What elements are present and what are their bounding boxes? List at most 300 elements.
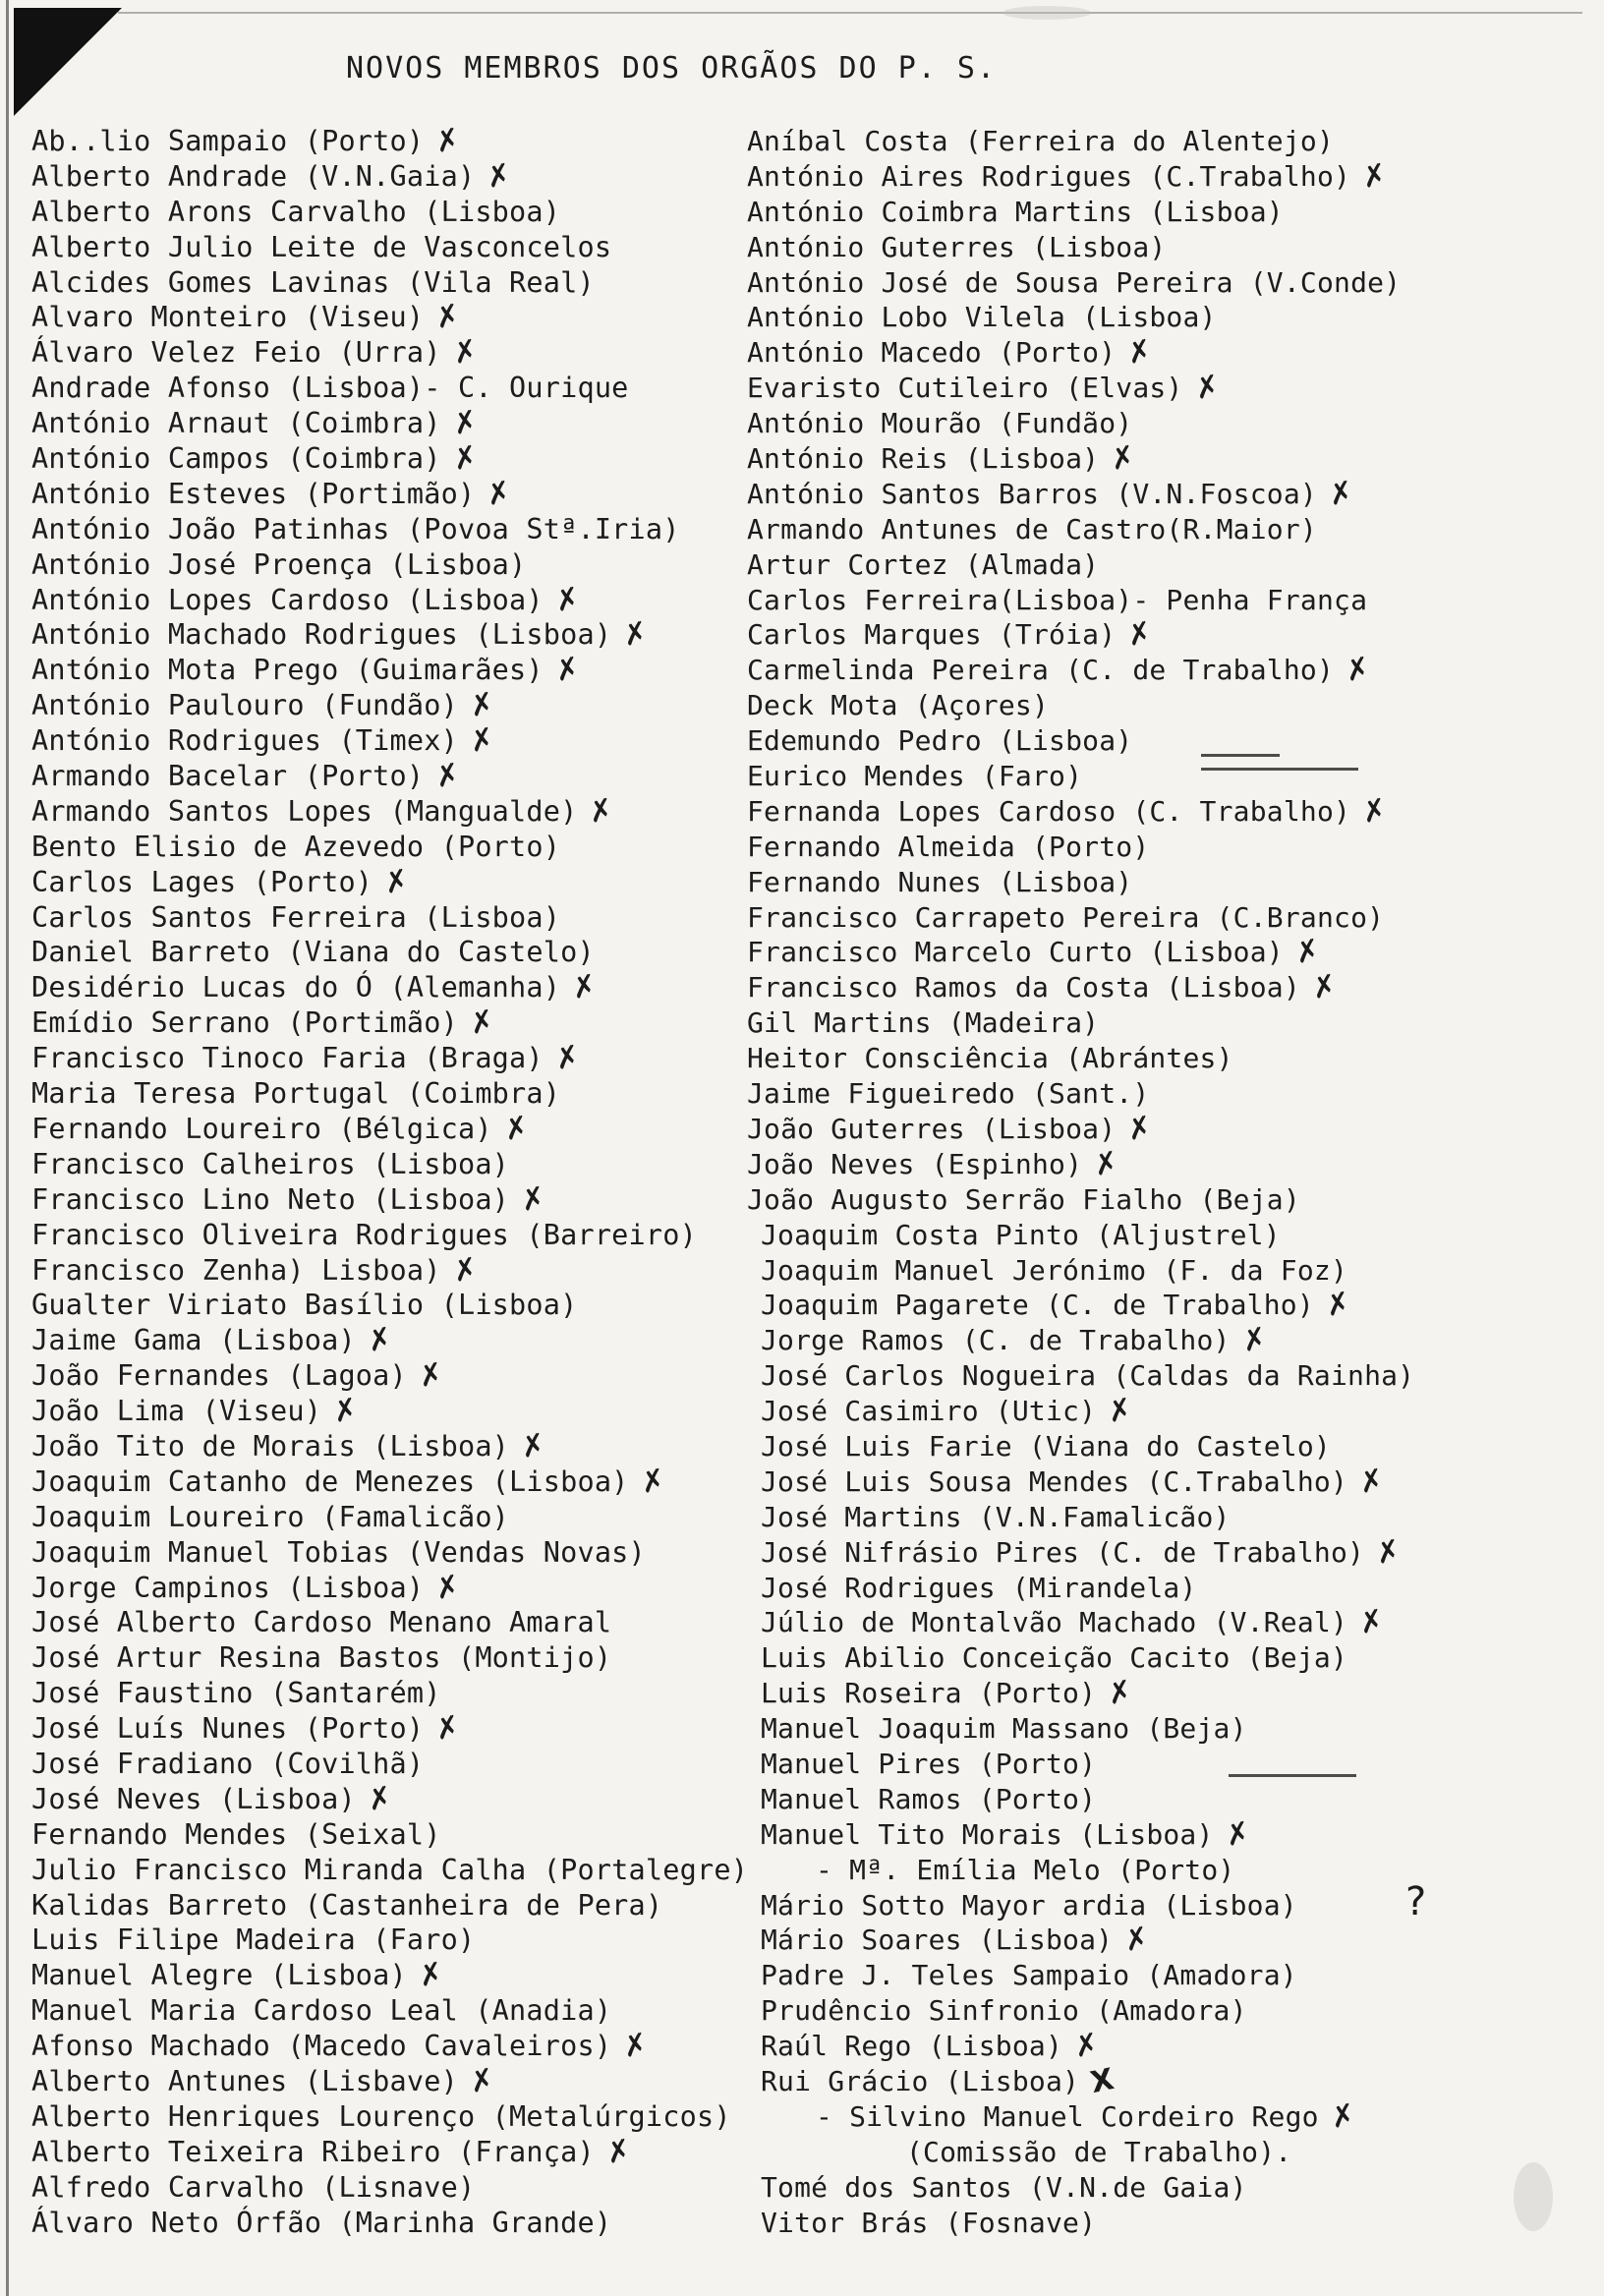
- member-name: Fernando Mendes (Seixal): [31, 1817, 441, 1851]
- handwritten-check-mark: ✗: [1107, 438, 1139, 479]
- member-entry: [747, 368, 1414, 408]
- handwritten-check-mark: ✗: [431, 1568, 464, 1607]
- member-entry: [747, 1814, 1414, 1855]
- handwritten-check-mark: ✗: [1325, 474, 1357, 514]
- member-entry: [747, 2170, 1414, 2206]
- member-entry: [31, 653, 748, 688]
- member-name: José Carlos Nogueira (Caldas da Rainha): [761, 1359, 1415, 1393]
- member-entry: [31, 265, 748, 301]
- handwritten-check-mark: ✗: [1355, 1603, 1388, 1642]
- handwritten-check-mark: ✗: [415, 1956, 447, 1995]
- member-entry: [31, 156, 748, 197]
- member-name: João Augusto Serrão Fialho (Beja): [747, 1182, 1300, 1216]
- member-entry: [31, 1708, 748, 1749]
- handwritten-check-mark: ✗: [517, 1179, 549, 1219]
- member-entry: [747, 1005, 1414, 1041]
- member-name: José Faustino (Santarém): [31, 1677, 441, 1710]
- member-name: José Alberto Cardoso Menano Amaral: [31, 1606, 612, 1639]
- member-name: José Neves (Lisboa): [31, 1782, 356, 1815]
- member-name: - Mª. Emília Melo (Porto): [816, 1853, 1235, 1886]
- member-entry: [747, 547, 1414, 583]
- member-name: Luis Roseira (Porto): [761, 1677, 1097, 1710]
- member-entry: [31, 720, 748, 761]
- member-entry: [31, 1038, 748, 1078]
- handwritten-check-mark: ✗: [466, 686, 498, 725]
- member-name: António Paulouro (Fundão): [31, 689, 458, 722]
- handwritten-check-mark: ✗: [449, 403, 482, 443]
- handwritten-check-mark: ✗: [1123, 1109, 1156, 1149]
- member-name: Carlos Lages (Porto): [31, 865, 373, 898]
- handwritten-check-mark: ✗: [380, 862, 413, 901]
- member-entry: [31, 1005, 748, 1041]
- member-name: João Neves (Espinho): [747, 1147, 1083, 1180]
- member-name: António Lopes Cardoso (Lisboa): [31, 583, 544, 616]
- member-name: Andrade Afonso (Lisboa)- C. Ourique: [31, 372, 629, 405]
- member-name: José Nifrásio Pires (C. de Trabalho): [761, 1535, 1365, 1569]
- member-name: Carlos Santos Ferreira (Lisboa): [31, 900, 561, 934]
- left-name-column: [31, 121, 749, 2240]
- member-name: José Rodrigues (Mirandela): [761, 1571, 1197, 1604]
- member-entry: [31, 756, 748, 796]
- member-entry: [31, 1958, 748, 1993]
- ink-smudge: [1002, 6, 1091, 20]
- member-entry: [31, 300, 748, 335]
- member-name: António José de Sousa Pereira (V.Conde): [747, 265, 1402, 299]
- member-name: António Reis (Lisboa): [747, 442, 1100, 476]
- member-name: António Esteves (Portimão): [31, 477, 476, 510]
- handwritten-check-mark: ✗: [1291, 933, 1324, 972]
- member-name: Alberto Henriques Lourenço (Metalúrgicos): [31, 2099, 731, 2133]
- member-entry: [747, 1323, 1414, 1358]
- member-entry: [747, 1571, 1414, 1606]
- member-entry: [747, 124, 1414, 159]
- member-entry: [747, 830, 1414, 865]
- page-title: NOVOS MEMBROS DOS ORGÃOS DO P. S.: [346, 51, 998, 86]
- member-name: Armando Bacelar (Porto): [31, 760, 425, 793]
- member-entry: [31, 2099, 748, 2135]
- member-entry: [31, 2026, 748, 2066]
- member-entry: [31, 1288, 748, 1323]
- member-entry: [747, 1144, 1414, 1184]
- member-entry: [31, 1109, 748, 1149]
- member-name: José Fradiano (Covilhã): [31, 1747, 425, 1780]
- member-name: Armando Santos Lopes (Mangualde): [31, 794, 578, 828]
- member-entry: [747, 335, 1414, 371]
- member-entry: [747, 265, 1414, 301]
- member-name: António Aires Rodrigues (C.Trabalho): [747, 159, 1351, 193]
- member-name: Manuel Alegre (Lisboa): [31, 1959, 407, 1992]
- handwritten-check-mark: ✗: [1358, 156, 1391, 197]
- member-entry: [31, 1426, 748, 1466]
- member-name: Francisco Tinoco Faria (Braga): [31, 1042, 544, 1075]
- member-name: Jorge Ramos (C. de Trabalho): [761, 1324, 1231, 1357]
- member-entry: [31, 1888, 748, 1923]
- pen-scribble: [1201, 768, 1358, 771]
- member-entry: [31, 2206, 748, 2241]
- member-name: Jaime Gama (Lisboa): [31, 1324, 356, 1357]
- member-name: Padre J. Teles Sampaio (Amadora): [761, 1959, 1297, 1992]
- member-name: Tomé dos Santos (V.N.de Gaia): [761, 2170, 1247, 2204]
- member-name: Armando Antunes de Castro(R.Maior): [747, 512, 1317, 545]
- member-entry: [747, 1993, 1414, 2029]
- handwritten-check-mark: ✗: [1090, 1144, 1122, 1184]
- member-entry: [747, 474, 1414, 514]
- member-name: - Silvino Manuel Cordeiro Rego: [816, 2099, 1319, 2133]
- member-name: António João Patinhas (Povoa Stª.Iria): [31, 512, 680, 545]
- member-entry: [31, 2061, 748, 2101]
- member-entry: [747, 2026, 1414, 2066]
- handwritten-check-mark: ✗: [364, 1321, 396, 1360]
- handwritten-check-mark: ✗: [1327, 2096, 1359, 2137]
- member-name: Fernando Almeida (Porto): [747, 830, 1150, 863]
- member-entry: [31, 1676, 748, 1711]
- handwritten-check-mark: ✗: [329, 1391, 362, 1431]
- member-entry: [747, 300, 1414, 335]
- member-entry: [747, 2135, 1414, 2170]
- page-edge-shadow: [6, 0, 9, 2296]
- member-entry: [747, 583, 1414, 618]
- member-name: Maria Teresa Portugal (Coimbra): [31, 1077, 561, 1111]
- member-name: Evaristo Cutileiro (Elvas): [747, 372, 1183, 405]
- member-name: Fernando Loureiro (Bélgica): [31, 1112, 492, 1145]
- member-name: Alberto Julio Leite de Vasconcelos: [31, 230, 612, 263]
- member-entry: [747, 2096, 1414, 2137]
- handwritten-check-mark: ✗: [466, 2061, 498, 2101]
- member-entry: [747, 406, 1414, 441]
- member-name: Jaime Figueiredo (Sant.): [747, 1077, 1150, 1111]
- member-name: Gualter Viriato Basílio (Lisboa): [31, 1289, 578, 1322]
- ink-smudge: [1514, 2162, 1553, 2231]
- member-name: Joaquim Pagarete (C. de Trabalho): [761, 1289, 1314, 1322]
- pen-scribble: [1229, 1774, 1356, 1777]
- member-entry: [31, 1218, 748, 1253]
- handwritten-check-mark: ✗: [500, 1109, 533, 1149]
- member-entry: [747, 617, 1414, 653]
- member-entry: [31, 1779, 748, 1819]
- handwritten-check-mark: ✗: [602, 2132, 635, 2172]
- member-name: António Machado Rodrigues (Lisboa): [31, 618, 612, 652]
- member-name: Júlio de Montalvão Machado (V.Real): [761, 1606, 1348, 1639]
- member-entry: [31, 195, 748, 230]
- handwritten-check-mark: ✗: [431, 756, 464, 796]
- member-name: Francisco Oliveira Rodrigues (Barreiro): [31, 1218, 697, 1251]
- member-entry: [747, 1288, 1414, 1323]
- member-entry: [31, 1568, 748, 1607]
- handwritten-check-mark: ✗: [1123, 333, 1156, 373]
- member-entry: [31, 1076, 748, 1112]
- member-entry: [31, 335, 748, 371]
- member-entry: [31, 900, 748, 936]
- member-name: Bento Elisio de Azevedo (Porto): [31, 830, 561, 863]
- member-name: Francisco Zenha) Lisboa): [31, 1253, 441, 1287]
- member-entry: [747, 438, 1414, 479]
- member-entry: [31, 1147, 748, 1182]
- handwritten-check-mark: ✗: [431, 1708, 464, 1749]
- member-name: Joaquim Costa Pinto (Aljustrel): [761, 1218, 1281, 1251]
- member-name: Manuel Ramos (Porto): [761, 1782, 1097, 1815]
- member-name: António Guterres (Lisboa): [747, 230, 1167, 263]
- member-name: Ab..lio Sampaio (Porto): [31, 125, 425, 157]
- member-entry: [31, 830, 748, 865]
- handwritten-check-mark: ✗: [466, 1004, 498, 1043]
- member-name: Manuel Joaquim Massano (Beja): [761, 1712, 1247, 1746]
- member-name: Vitor Brás (Fosnave): [761, 2206, 1097, 2239]
- member-entry: [747, 1782, 1414, 1817]
- handwritten-check-mark: ✗: [1308, 968, 1341, 1007]
- member-name: Alberto Andrade (V.N.Gaia): [31, 159, 476, 193]
- member-name: António Mourão (Fundão): [747, 407, 1133, 440]
- member-name: Kalidas Barreto (Castanheira de Pera): [31, 1888, 663, 1922]
- member-name: José Luis Sousa Mendes (C.Trabalho): [761, 1464, 1348, 1498]
- member-entry: [747, 865, 1414, 900]
- member-name: Carlos Marques (Tróia): [747, 618, 1117, 652]
- handwritten-check-mark: ✗: [1355, 1462, 1388, 1502]
- member-name: Francisco Lino Neto (Lisboa): [31, 1182, 510, 1216]
- member-entry: [31, 1323, 748, 1358]
- member-name: Fernanda Lopes Cardoso (C. Trabalho): [747, 794, 1351, 828]
- member-entry: [747, 1041, 1414, 1076]
- member-entry: [747, 759, 1414, 794]
- member-entry: [747, 1218, 1414, 1253]
- member-entry: [31, 2170, 748, 2206]
- member-entry: [747, 1358, 1414, 1394]
- member-entry: [31, 2132, 748, 2172]
- member-name: José Luis Farie (Viana do Castelo): [761, 1429, 1331, 1463]
- member-entry: [747, 723, 1414, 759]
- member-name: Francisco Calheiros (Lisboa): [31, 1147, 510, 1180]
- handwritten-check-mark: ✗: [551, 651, 584, 690]
- member-entry: [31, 1853, 748, 1888]
- member-name: António Santos Barros (V.N.Foscoa): [747, 477, 1317, 510]
- handwritten-check-mark: ✗: [619, 615, 652, 655]
- member-name: João Fernandes (Lagoa): [31, 1359, 407, 1393]
- member-entry: [747, 156, 1414, 197]
- member-name: António Campos (Coimbra): [31, 442, 441, 476]
- member-name: António Coimbra Martins (Lisboa): [747, 195, 1284, 228]
- handwritten-check-mark: ✗: [551, 580, 584, 619]
- handwritten-check-mark: ✗: [483, 156, 515, 197]
- member-entry: [747, 1532, 1414, 1572]
- member-name: Alberto Antunes (Lisbave): [31, 2064, 458, 2097]
- member-name: António Arnaut (Coimbra): [31, 407, 441, 440]
- member-name: António Macedo (Porto): [747, 336, 1117, 370]
- member-name: Eurico Mendes (Faro): [747, 760, 1083, 793]
- member-name: Carmelinda Pereira (C. de Trabalho): [747, 654, 1335, 687]
- member-entry: [31, 371, 748, 406]
- member-name: Jorge Campinos (Lisboa): [31, 1571, 425, 1604]
- member-entry: [747, 1958, 1414, 1993]
- member-entry: [31, 121, 748, 161]
- member-name: Alberto Teixeira Ribeiro (França): [31, 2135, 595, 2168]
- handwritten-check-mark: ✗: [1342, 651, 1374, 690]
- member-name: Manuel Tito Morais (Lisboa): [761, 1817, 1214, 1851]
- member-name: Alcides Gomes Lavinas (Vila Real): [31, 265, 595, 299]
- member-entry: [747, 1853, 1414, 1888]
- member-name: Heitor Consciência (Abrántes): [747, 1042, 1233, 1075]
- top-border-line: [118, 12, 1582, 14]
- handwritten-check-mark: ✗: [1191, 368, 1224, 408]
- member-name: José Artur Resina Bastos (Montijo): [31, 1641, 612, 1675]
- member-name: Mário Soares (Lisboa): [761, 1923, 1114, 1957]
- handwritten-check-mark: ✗: [431, 298, 464, 337]
- member-name: Mário Sotto Mayor ardia (Lisboa): [761, 1888, 1297, 1922]
- member-entry: [31, 1535, 748, 1571]
- member-entry: [747, 1640, 1414, 1676]
- handwritten-check-mark: ✗: [1222, 1814, 1254, 1855]
- member-entry: [31, 474, 748, 514]
- member-entry: [31, 970, 748, 1005]
- member-entry: [31, 1605, 748, 1640]
- handwritten-check-mark: ✗: [619, 2026, 652, 2066]
- member-entry: [31, 230, 748, 265]
- member-entry: [31, 688, 748, 723]
- member-entry: [747, 2061, 1414, 2101]
- member-entry: [747, 512, 1414, 547]
- member-name: José Casimiro (Utic): [761, 1395, 1097, 1428]
- member-entry: [31, 1747, 748, 1782]
- handwritten-check-mark: ✗: [1372, 1532, 1404, 1572]
- member-name: Francisco Marcelo Curto (Lisboa): [747, 936, 1284, 969]
- member-entry: [31, 1923, 748, 1958]
- member-entry: [747, 1923, 1414, 1958]
- member-entry: [747, 1182, 1414, 1218]
- member-name: Álvaro Velez Feio (Urra): [31, 336, 441, 370]
- member-entry: [31, 1179, 748, 1219]
- handwritten-check-mark: ✗: [466, 720, 498, 761]
- handwritten-check-mark: ✗: [1358, 791, 1391, 832]
- member-name: António Mota Prego (Guimarães): [31, 654, 544, 687]
- handwritten-check-mark: ✗: [415, 1355, 447, 1396]
- member-name: Artur Cortez (Almada): [747, 547, 1100, 581]
- member-entry: [31, 438, 748, 479]
- member-name: António Rodrigues (Timex): [31, 724, 458, 758]
- member-name: João Guterres (Lisboa): [747, 1112, 1117, 1145]
- folded-corner: [14, 8, 122, 116]
- handwritten-check-mark: ✗: [568, 968, 601, 1007]
- member-entry: [31, 547, 748, 583]
- member-name: Gil Martins (Madeira): [747, 1006, 1100, 1040]
- member-entry: [747, 2206, 1414, 2241]
- member-name: Prudêncio Sinfronio (Amadora): [761, 1994, 1247, 2028]
- member-name: (Comissão de Trabalho).: [906, 2135, 1292, 2168]
- member-name: José Luís Nunes (Porto): [31, 1712, 425, 1746]
- member-name: Daniel Barreto (Viana do Castelo): [31, 936, 595, 969]
- member-entry: [31, 935, 748, 970]
- member-name: Joaquim Manuel Jerónimo (F. da Foz): [761, 1253, 1348, 1287]
- handwritten-check-mark: ✗: [449, 438, 482, 479]
- member-entry: [31, 1993, 748, 2029]
- member-entry: [747, 1500, 1414, 1535]
- member-entry: [31, 1817, 748, 1853]
- member-entry: [747, 1109, 1414, 1149]
- member-entry: [747, 900, 1414, 936]
- member-entry: [747, 688, 1414, 723]
- member-name: Joaquim Catanho de Menezes (Lisboa): [31, 1464, 629, 1498]
- member-name: José Martins (V.N.Famalicão): [761, 1500, 1231, 1533]
- member-entry: [747, 935, 1414, 970]
- member-name: Fernando Nunes (Lisboa): [747, 865, 1133, 898]
- member-name: Aníbal Costa (Ferreira do Alentejo): [747, 125, 1335, 157]
- member-name: Manuel Maria Cardoso Leal (Anadia): [31, 1994, 612, 2028]
- member-name: Desidério Lucas do Ó (Alemanha): [31, 971, 561, 1004]
- member-name: Emídio Serrano (Portimão): [31, 1006, 458, 1040]
- member-name: Rui Grácio (Lisboa): [761, 2064, 1080, 2097]
- member-entry: [31, 617, 748, 653]
- member-name: Luis Abilio Conceição Cacito (Beja): [761, 1641, 1348, 1675]
- member-entry: [31, 512, 748, 547]
- member-entry: [31, 1391, 748, 1431]
- handwritten-check-mark: ✗: [1104, 1673, 1136, 1713]
- member-name: Deck Mota (Açores): [747, 689, 1050, 722]
- handwritten-check-mark: ✗: [1123, 615, 1156, 655]
- member-entry: [747, 791, 1414, 832]
- member-entry: [747, 1076, 1414, 1112]
- handwritten-question-mark: ?: [1405, 1879, 1427, 1924]
- member-entry: [747, 1464, 1414, 1500]
- member-entry: [31, 403, 748, 443]
- member-name: Francisco Carrapeto Pereira (C.Branco): [747, 900, 1385, 934]
- handwritten-check-mark: ✗: [1070, 2026, 1103, 2066]
- member-name: Alfredo Carvalho (Lisnave): [31, 2170, 476, 2204]
- member-entry: [31, 1500, 748, 1535]
- member-entry: [31, 791, 748, 832]
- member-entry: [747, 1391, 1414, 1431]
- handwritten-check-mark: ✗: [551, 1038, 584, 1078]
- handwritten-check-mark: ✗: [637, 1462, 669, 1502]
- member-name: Manuel Pires (Porto): [761, 1747, 1097, 1780]
- handwritten-check-mark: ✗: [1104, 1391, 1136, 1431]
- member-entry: [747, 1711, 1414, 1747]
- member-name: Afonso Machado (Macedo Cavaleiros): [31, 2030, 612, 2063]
- handwritten-check-mark: ✗: [586, 791, 618, 832]
- member-name: João Tito de Morais (Lisboa): [31, 1429, 510, 1463]
- member-entry: [747, 1253, 1414, 1289]
- member-name: Raúl Rego (Lisboa): [761, 2030, 1063, 2063]
- member-entry: [747, 195, 1414, 230]
- member-entry: [747, 653, 1414, 688]
- handwritten-check-mark: ✗: [449, 1250, 482, 1290]
- member-name: Joaquim Loureiro (Famalicão): [31, 1500, 510, 1533]
- member-name: Luis Filipe Madeira (Faro): [31, 1923, 476, 1957]
- member-name: Joaquim Manuel Tobias (Vendas Novas): [31, 1535, 646, 1569]
- member-entry: [31, 862, 748, 901]
- member-name: Álvaro Neto Órfão (Marinha Grande): [31, 2206, 612, 2239]
- handwritten-check-mark: ✗: [364, 1779, 396, 1819]
- handwritten-check-mark: X: [1087, 2061, 1117, 2101]
- member-name: Alvaro Monteiro (Viseu): [31, 301, 425, 334]
- handwritten-check-mark: ✗: [449, 333, 482, 373]
- member-name: Francisco Ramos da Costa (Lisboa): [747, 971, 1300, 1004]
- member-entry: [747, 1673, 1414, 1713]
- handwritten-check-mark: ✗: [483, 474, 515, 514]
- handwritten-check-mark: ✗: [1238, 1321, 1271, 1360]
- member-name: Edemundo Pedro (Lisboa): [747, 724, 1133, 758]
- handwritten-check-mark: ✗: [431, 121, 464, 161]
- pen-scribble: [1201, 754, 1280, 757]
- handwritten-check-mark: ✗: [1120, 1921, 1153, 1960]
- member-entry: [31, 580, 748, 619]
- member-entry: [31, 1355, 748, 1396]
- right-name-column: [747, 124, 1414, 2240]
- member-entry: [747, 970, 1414, 1005]
- member-name: Julio Francisco Miranda Calha (Portalegre): [31, 1853, 749, 1886]
- member-name: Alberto Arons Carvalho (Lisboa): [31, 195, 561, 228]
- handwritten-check-mark: ✗: [1322, 1286, 1354, 1325]
- member-name: António Lobo Vilela (Lisboa): [747, 301, 1217, 334]
- handwritten-check-mark: ✗: [517, 1426, 549, 1466]
- member-entry: [31, 1464, 748, 1500]
- member-name: Carlos Ferreira(Lisboa)- Penha França: [747, 583, 1368, 616]
